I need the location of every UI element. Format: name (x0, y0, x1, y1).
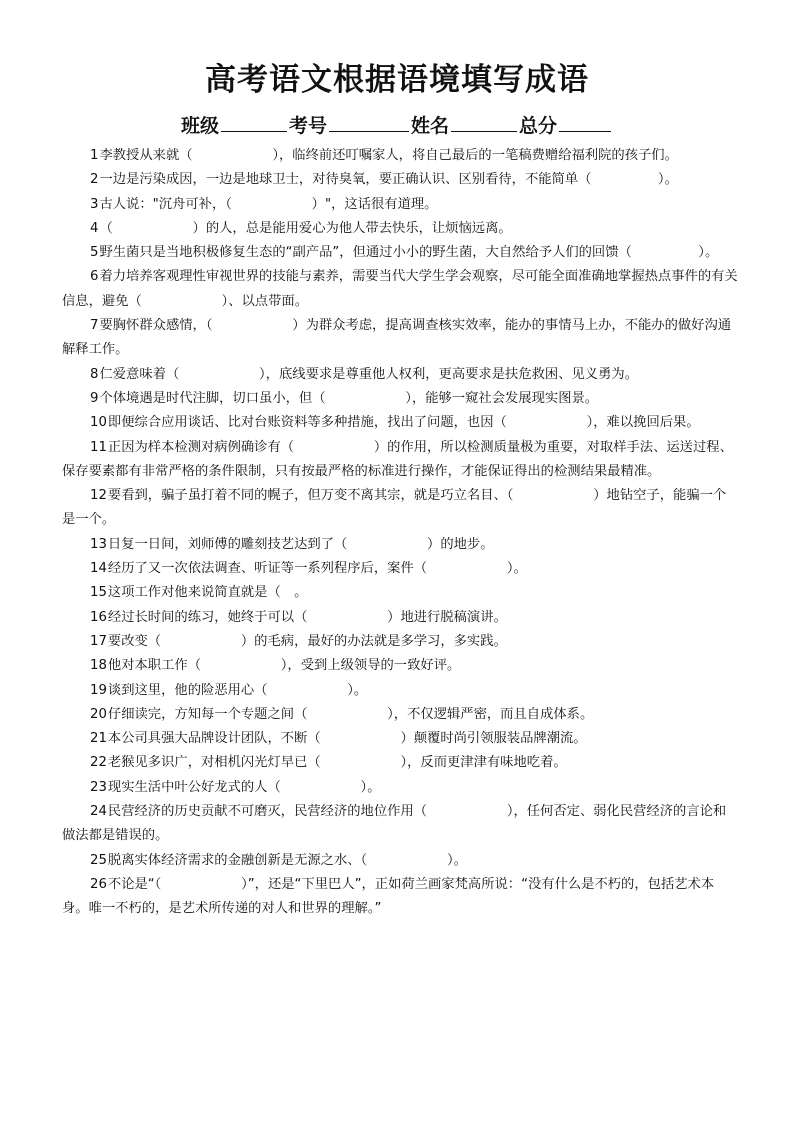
question-number: 1 (90, 148, 99, 163)
question-text: 经过长时间的练习，她终于可以（ ）地进行脱稿演讲。 (107, 609, 507, 625)
question-text: 李教授从来就（ ），临终前还叮嘱家人，将自己最后的一笔稿费赠给福利院的孩子们。 (99, 148, 678, 163)
question-text: 民营经济的历史贡献不可磨灭，民营经济的地位作用（ ），任何否定、弱化民营经济的言论和做法都是错误的。 (62, 804, 727, 844)
question-number: 17 (90, 633, 107, 649)
question-text: 要胸怀群众感情，（ ）为群众考虑，提高调查核实效率，能办的事情马上办，不能办的做好沟通解释工作。 (62, 318, 732, 358)
question-number: 2 (90, 172, 99, 188)
question-item (62, 265, 738, 314)
question-text: （ ）的人，总是能用爱心为他人带去快乐，让烦恼远离。 (99, 220, 512, 236)
question-text: 一边是污染成因，一边是地球卫士，对待臭氧，要正确认识、区别看待，不能简单（ ）。 (99, 172, 678, 188)
class-blank[interactable] (221, 111, 287, 132)
question-text: 老猴见多识广，对相机闪光灯早已（ ），反而更津津有味地吃着。 (107, 755, 567, 771)
question-item (62, 144, 738, 168)
question-number: 6 (90, 269, 99, 285)
score-blank[interactable] (559, 111, 611, 132)
question-item (62, 387, 738, 411)
question-item (62, 557, 738, 581)
question-text: 不论是“（ ）”，还是“下里巴人”，正如荷兰画家梵高所说：“没有什么是不朽的，包括艺术本身。唯一不朽的，是艺术所传递的对人和世界的理解。” (62, 876, 715, 917)
question-text: 现实生活中叶公好龙式的人（ ）。 (107, 779, 381, 795)
question-text: 个体境遇是时代注脚，切口虽小，但（ ），能够一窥社会发展现实图景。 (99, 390, 599, 406)
question-item (62, 436, 738, 485)
question-text: 本公司具强大品牌设计团队，不断（ ）颠覆时尚引领服装品牌潮流。 (107, 731, 587, 747)
question-list (62, 144, 738, 922)
question-number: 20 (90, 706, 107, 722)
question-item (62, 751, 738, 775)
class-label: 班级 (180, 115, 219, 137)
question-text: 古人说："沉舟可补，（ ）"，这话很有道理。 (99, 196, 438, 212)
question-number: 12 (90, 488, 107, 504)
question-item (62, 873, 738, 922)
question-number: 24 (90, 804, 107, 820)
score-label: 总分 (519, 115, 558, 137)
question-number: 7 (90, 318, 99, 334)
question-text: 经历了又一次依法调查、听证等一系列程序后，案件（ ）。 (107, 561, 527, 577)
question-text: 野生菌只是当地积极修复生态的“副产品”，但通过小小的野生菌，大自然给予人们的回馈（ ）。 (99, 245, 719, 261)
name-blank[interactable] (451, 111, 517, 132)
question-item (62, 654, 738, 678)
question-number: 22 (90, 755, 107, 771)
number-label: 考号 (288, 115, 327, 137)
question-number: 19 (90, 682, 107, 698)
question-number: 21 (90, 731, 107, 747)
question-number: 13 (90, 536, 107, 552)
question-number: 5 (90, 245, 99, 261)
question-item (62, 241, 738, 265)
student-info-line (0, 111, 794, 140)
question-number: 10 (90, 415, 107, 431)
name-label: 姓名 (411, 115, 450, 137)
question-item (62, 581, 738, 605)
question-text: 仔细读完，方知每一个专题之间（ ），不仅逻辑严密，而且自成体系。 (107, 706, 594, 722)
question-item (62, 727, 738, 751)
question-number: 11 (90, 439, 107, 455)
question-item (62, 484, 738, 533)
question-text: 他对本职工作（ ），受到上级领导的一致好评。 (107, 658, 461, 674)
question-number: 9 (90, 390, 99, 406)
question-text: 日复一日间，刘师傅的雕刻技艺达到了（ ）的地步。 (107, 536, 494, 552)
question-number: 4 (90, 220, 99, 236)
question-text: 着力培养客观理性审视世界的技能与素养，需要当代大学生学会观察，尽可能全面准确地掌握热点事件的有关信息，避免（ ）、以点带面。 (62, 269, 738, 309)
question-text: 要改变（ ）的毛病，最好的办法就是多学习，多实践。 (107, 633, 507, 649)
question-item (62, 217, 738, 241)
question-item (62, 776, 738, 800)
question-text: 谈到这里，他的险恶用心（ ）。 (107, 682, 368, 698)
question-item (62, 314, 738, 363)
question-text: 正因为样本检测对病例确诊有（ ）的作用，所以检测质量极为重要，对取样手法、运送过程、保存要素都有非常严格的条件限制，只有按最严格的标准进行操作，才能保证得出的检测结果最精准。 (62, 439, 733, 479)
number-blank[interactable] (329, 111, 409, 132)
question-text: 即便综合应用谈话、比对台账资料等多种措施，找出了问题，也因（ ），难以挽回后果。 (107, 415, 700, 431)
question-number: 3 (90, 196, 99, 212)
question-number: 25 (90, 852, 107, 868)
question-number: 14 (90, 561, 107, 577)
question-item (62, 533, 738, 557)
question-item (62, 606, 738, 630)
question-item (62, 193, 738, 217)
question-number: 8 (90, 366, 99, 382)
question-item (62, 679, 738, 703)
question-number: 16 (90, 609, 107, 625)
question-text: 这项工作对他来说简直就是（ 。 (107, 585, 308, 601)
question-item (62, 363, 738, 387)
question-text: 脱离实体经济需求的金融创新是无源之水、（ ）。 (107, 852, 467, 868)
question-text: 要看到，骗子虽打着不同的幌子，但万变不离其宗，就是巧立名目、（ ）地钻空子，能骗一个是一个。 (62, 488, 727, 528)
question-item (62, 800, 738, 849)
question-text: 仁爱意味着（ ），底线要求是尊重他人权利，更高要求是扶危救困、见义勇为。 (99, 366, 638, 382)
question-number: 18 (90, 658, 107, 674)
question-item (62, 630, 738, 654)
page-title: 高考语文根据语境填写成语 (205, 62, 589, 98)
question-number: 23 (90, 779, 107, 795)
question-item (62, 411, 738, 435)
question-number: 15 (90, 585, 107, 601)
question-item (62, 168, 738, 192)
question-number: 26 (90, 876, 107, 892)
question-item (62, 849, 738, 873)
question-item (62, 703, 738, 727)
